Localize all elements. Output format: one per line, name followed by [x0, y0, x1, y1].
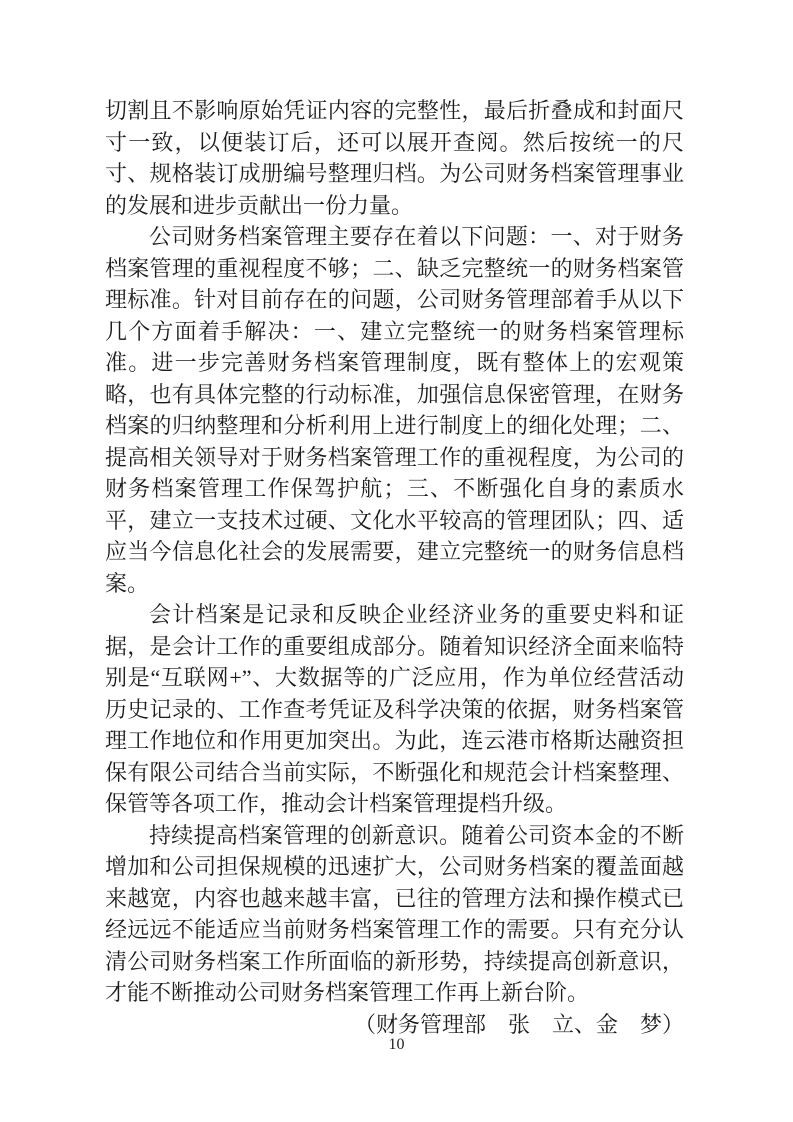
- paragraph-binding-instructions: 切割且不影响原始凭证内容的完整性，最后折叠成和封面尺寸一致，以便装订后，还可以展开查阅。然后按统一的尺寸、规格装订成册编号整理归档。为公司财务档案管理事业的发展和进步贡献出一份力量。: [105, 98, 684, 218]
- paragraph-problems-and-solutions: 公司财务档案管理主要存在着以下问题：一、对于财务档案管理的重视程度不够；二、缺乏完整统一的财务档案管理标准。针对目前存在的问题，公司财务管理部着手从以下几个方面着手解决：一、建立完整统一的财务档案管理标准。进一步完善财务档案管理制度，既有整体上的宏观策略，也有具体完整的行动标准，加强信息保密管理，在财务档案的归纳整理和分析利用上进行制度上的细化处理；二、提高相关领导对于财务档案管理工作的重视程度，为公司的财务档案管理工作保驾护航；三、不断强化自身的素质水平，建立一支技术过硬、文化水平较高的管理团队；四、适应当今信息化社会的发展需要，建立完整统一的财务信息档案。: [105, 224, 684, 596]
- signature-line: （财务管理部 张 立、金 梦）: [353, 1011, 684, 1037]
- paragraph-accounting-archives: 会计档案是记录和反映企业经济业务的重要史料和证据，是会计工作的重要组成部分。随着知识经济全面来临特别是“互联网+”、大数据等的广泛应用，作为单位经营活动历史记录的、工作查考凭证及科学决策的依据，财务档案管理工作地位和作用更加突出。为此，连云港市格斯达融资担保有限公司结合当前实际，不断强化和规范会计档案整理、保管等各项工作，推动会计档案管理提档升级。: [105, 602, 684, 816]
- paragraph-innovation-awareness: 持续提高档案管理的创新意识。随着公司资本金的不断增加和公司担保规模的迅速扩大，公司财务档案的覆盖面越来越宽，内容也越来越丰富，已往的管理方法和操作模式已经远远不能适应当前财务档案管理工作的需要。只有充分认清公司财务档案工作所面临的新形势，持续提高创新意识，才能不断推动公司财务档案管理工作再上新台阶。: [105, 822, 684, 1005]
- page-number: 10: [388, 1036, 405, 1053]
- document-body: [105, 95, 684, 1040]
